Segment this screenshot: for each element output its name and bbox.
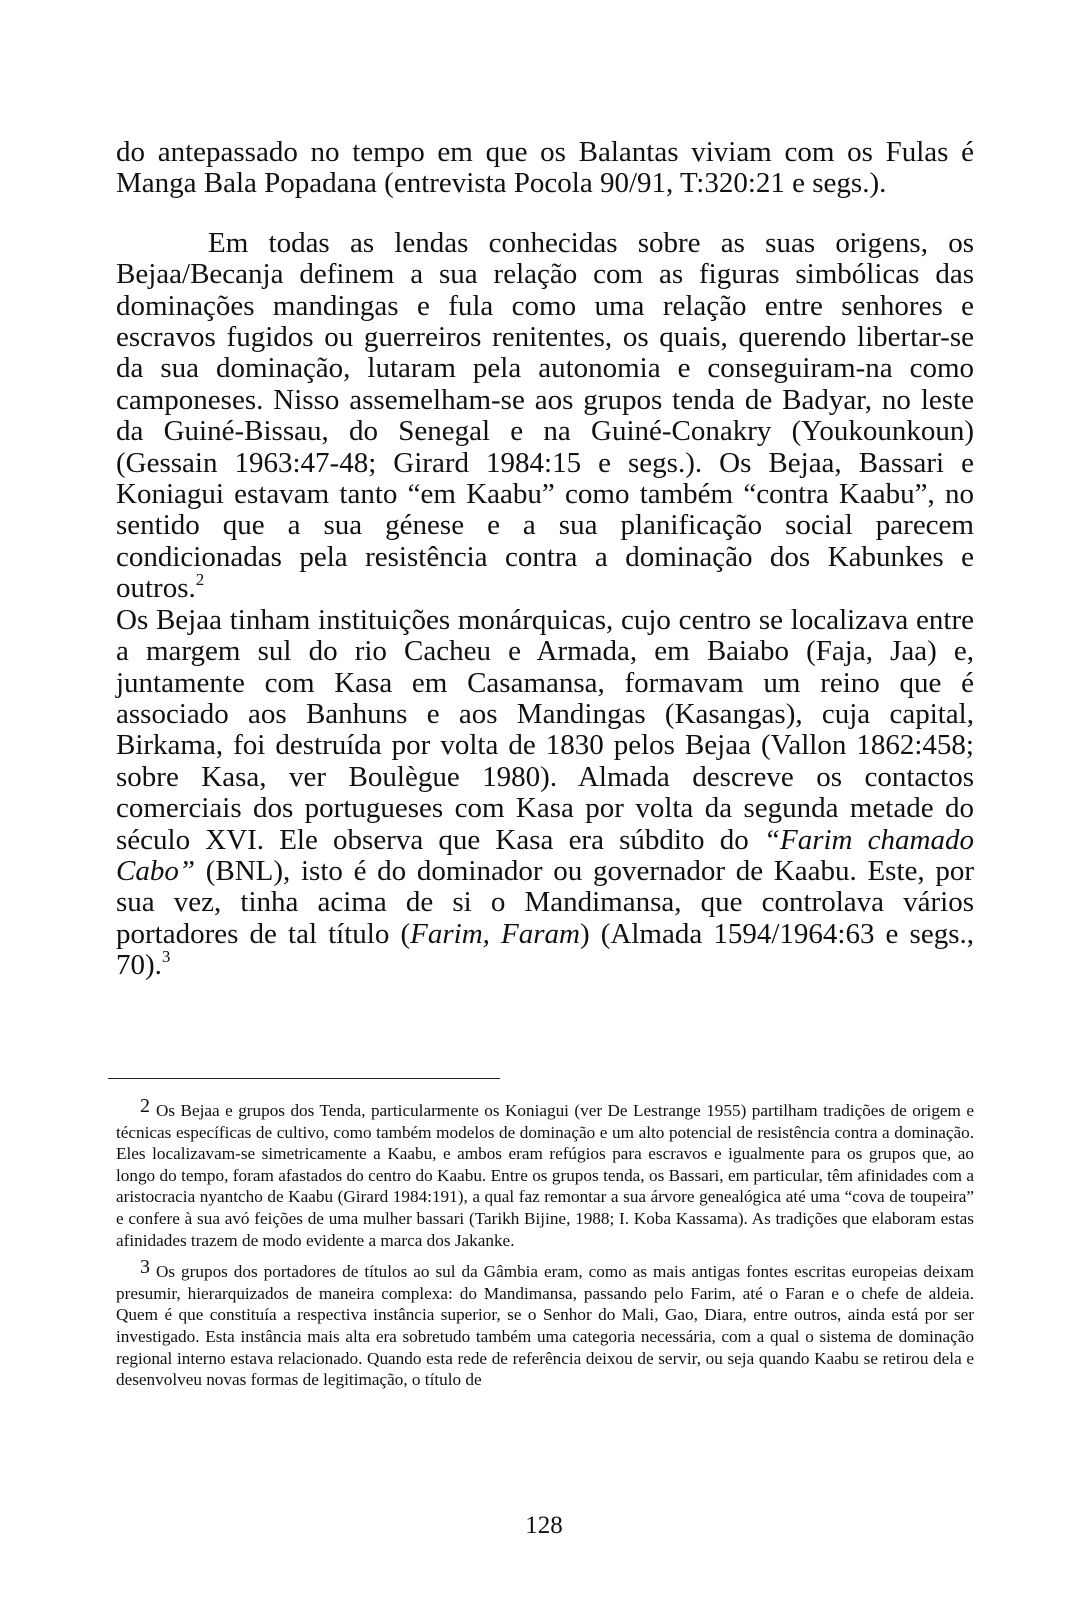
footnote-ref-3[interactable]: 3 (161, 947, 171, 967)
footnote-number: 2 (140, 1095, 150, 1117)
paragraph-continuation: do antepassado no tempo em que os Balantas viviam com os Fulas é Manga Bala Popadana (entrevista Pocola 90/91, T:320:21 e segs.). (116, 136, 974, 200)
footnote-text: Os grupos dos portadores de títulos ao sul da Gâmbia eram, como as mais antigas fontes escritas europeias deixam presumir, hierarquizados de maneira complexa: do Mandimansa, passando pelo Farim, até o Faran e o chefe de aldeia. Quem é que constituía a respectiva instância superior, se o Senhor do Mali, Gao, Diara, entre outros, ainda está por ser investigado. Esta instância mais alta era sobretudo também uma categoria necessária, com a qual o sistema de dominação regional interno estava relacionado. Quando esta rede de referência deixou de servir, ou seja quando Kaabu se retirou dela e desenvolveu novas formas de legitimação, o título de (116, 1262, 974, 1390)
main-text (116, 137, 974, 982)
quote-farim-cabo: “Farim chamado Cabo” (116, 823, 974, 887)
paragraph-bejaa-institutions: Os Bejaa tinham instituições monárquicas, cujo centro se localizava entre a margem sul do rio Cacheu e Armada, em Baiabo (Faja, Jaa) e, juntamente com Kasa em Casamansa, formavam um reino que é associado aos Banhuns e aos Mandingas (Kasangas), cuja capital, Birkama, foi destruída por volta de 1830 pelos Bejaa (Vallon 1862:458; sobre Kasa, ver Boulègue 1980). Almada descreve os contactos comerciais dos portugueses com Kasa por volta da segunda metade do século XVI. Ele observa que Kasa era súbdito do “Farim chamado Cabo” (BNL), isto é do dominador ou governador de Kaabu. Este, por sua vez, tinha acima de si o Mandimansa, que controlava vários portadores de tal título (Farim, Faram) (Almada 1594/1964:63 e segs., 70).$^3$ (116, 603, 974, 982)
footnote-ref-2[interactable]: 2 (195, 570, 205, 590)
footnote-text: Os Bejaa e grupos dos Tenda, particularmente os Koniagui (ver De Lestrange 1955) partilham tradições de origem e técnicas específicas de cultivo, como também modelos de dominação e um alto potencial de resistência contra a dominação. Eles localizavam-se simetricamente a Kaabu, e ambos eram refúgios para escravos e igualmente para os grupos que, ao longo do tempo, foram afastados do centro do Kaabu. Entre os grupos tenda, os Bassari, em particular, têm afinidades com a aristocracia nyantcho de Kaabu (Girard 1984:191), a qual faz remontar a sua árvore genealógica até uma “cova de toupeira” e confere à sua avó feições de uma mulher bassari (Tarikh Bijine, 1988; I. Koba Kassama). As tradições que elaboram estas afinidades trazem de modo evidente a marca dos Jakanke. (116, 1101, 974, 1250)
footnote-2 (116, 1096, 974, 1251)
footnote-number: 3 (140, 1256, 150, 1279)
footnote-3 (116, 1257, 974, 1391)
footnotes (116, 1096, 974, 1391)
page-number: 128 (525, 1512, 563, 1539)
footnote-divider (108, 1078, 500, 1079)
italic-farim-faram: Farim, Faram (410, 917, 580, 950)
paragraph-origins: Em todas as lendas conhecidas sobre as suas origens, os Bejaa/Becanja definem a sua relação com as figuras simbólicas das dominações mandingas e fula como uma relação entre senhores e escravos fugidos ou guerreiros renitentes, os quais, querendo libertar-se da sua dominação, lutaram pela autonomia e conseguiram-na como camponeses. Nisso assemelham-se aos grupos tenda de Badyar, no leste da Guiné-Bissau, do Senegal e na Guiné-Conakry (Youkounkoun) (Gessain 1963:47-48; Girard 1984:15 e segs.). Os Bejaa, Bassari e Koniagui estavam tanto “em Kaabu” como também “contra Kaabu”, no sentido que a sua génese e a sua planificação social parecem condicionadas pela resistência contra a dominação dos Kabunkes e outros.$^2$ (116, 226, 974, 605)
